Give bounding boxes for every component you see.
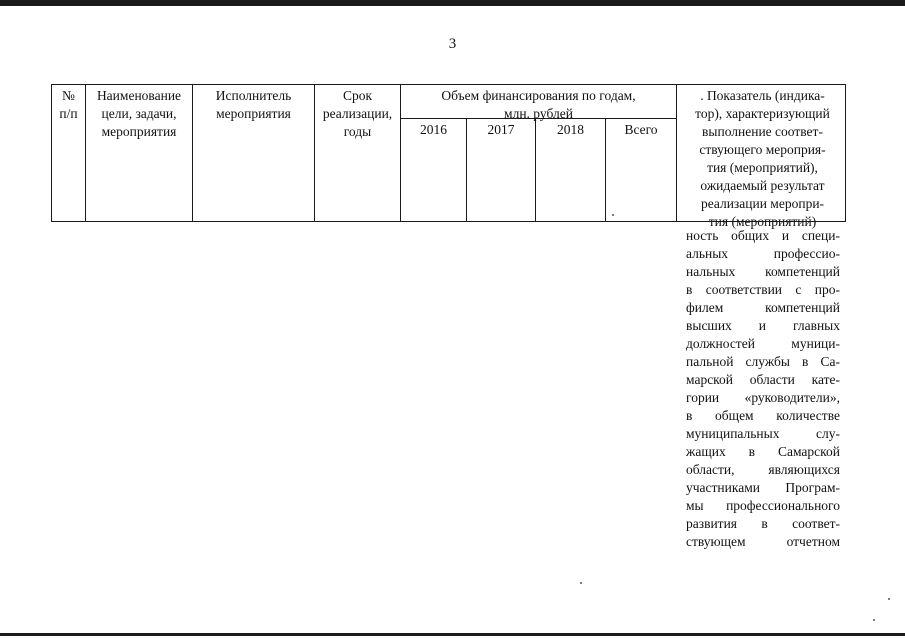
- text-line: в общем количестве: [686, 408, 840, 423]
- text-line: высших и главных: [686, 318, 840, 333]
- text-line: участниками Програм-: [686, 480, 840, 495]
- text-line: филем компетенций: [686, 300, 840, 315]
- header-indicator-line: . Показатель (индика-: [700, 88, 825, 103]
- header-funding-line: млн. рублей: [504, 106, 573, 121]
- text-line: гории «руководители»,: [686, 390, 840, 405]
- text-line: альных профессио-: [686, 246, 840, 261]
- text-line: ность общих и специ-: [686, 228, 840, 243]
- indicator-continued-text: [686, 227, 840, 551]
- header-year-2018: 2018: [557, 122, 584, 137]
- header-name-line: цели, задачи,: [101, 106, 177, 121]
- text-line: нальных компетенций: [686, 264, 840, 279]
- header-indicator: [679, 87, 846, 231]
- header-funding: [401, 87, 676, 123]
- col-divider-5: [676, 84, 677, 222]
- text-line: муниципальных слу-: [686, 426, 840, 441]
- header-name: [86, 87, 192, 141]
- text-line: марской области кате-: [686, 372, 840, 387]
- scan-speck: [888, 598, 890, 600]
- header-indicator-line: ожидаемый результат: [700, 178, 825, 193]
- text-line: в соответствии с про-: [686, 282, 840, 297]
- text-line: ствующем отчетном: [686, 534, 840, 549]
- header-executor-line: Исполнитель: [215, 88, 292, 103]
- header-indicator-line: реализации меропри-: [700, 196, 825, 211]
- scan-speck: [612, 214, 614, 216]
- header-indicator-line: тия (мероприятий),: [707, 160, 818, 175]
- scan-edge-top: [0, 0, 905, 6]
- scan-speck: [580, 582, 582, 584]
- scan-speck: [873, 619, 875, 621]
- header-year-2016: 2016: [420, 122, 447, 137]
- header-total: Всего: [624, 122, 658, 137]
- header-name-line: Наименование: [96, 88, 182, 103]
- header-year-2017: 2017: [487, 122, 515, 137]
- header-indicator-line: тор), характеризующий: [695, 106, 830, 121]
- header-executor-line: мероприятия: [216, 106, 291, 121]
- header-executor: [193, 87, 314, 123]
- header-indicator-line: ствующего мероприя-: [699, 142, 826, 157]
- header-term-line: годы: [343, 124, 372, 139]
- text-line: пальной службы в Са-: [686, 354, 840, 369]
- header-indicator-line: выполнение соответ-: [702, 124, 823, 139]
- header-number-line: №: [62, 88, 75, 103]
- text-line: жащих в Самарской: [686, 444, 840, 459]
- header-name-line: мероприятия: [101, 124, 177, 139]
- header-term: [315, 87, 400, 141]
- text-line: развития в соответ-: [686, 516, 840, 531]
- header-term-line: Срок: [342, 88, 373, 103]
- table-border-top: [51, 84, 846, 85]
- header-number-line: п/п: [59, 106, 78, 121]
- page-number: 3: [448, 36, 457, 52]
- text-line: области, являющихся: [686, 462, 840, 477]
- text-line: должностей муници-: [686, 336, 840, 351]
- text-line: мы профессионального: [686, 498, 840, 513]
- header-number: [52, 87, 85, 123]
- header-term-line: реализации,: [322, 106, 393, 121]
- header-funding-line: Объем финансирования по годам,: [441, 88, 636, 103]
- scan-edge-bottom: [0, 633, 905, 636]
- header-indicator-line: тия (мероприятий): [708, 214, 817, 229]
